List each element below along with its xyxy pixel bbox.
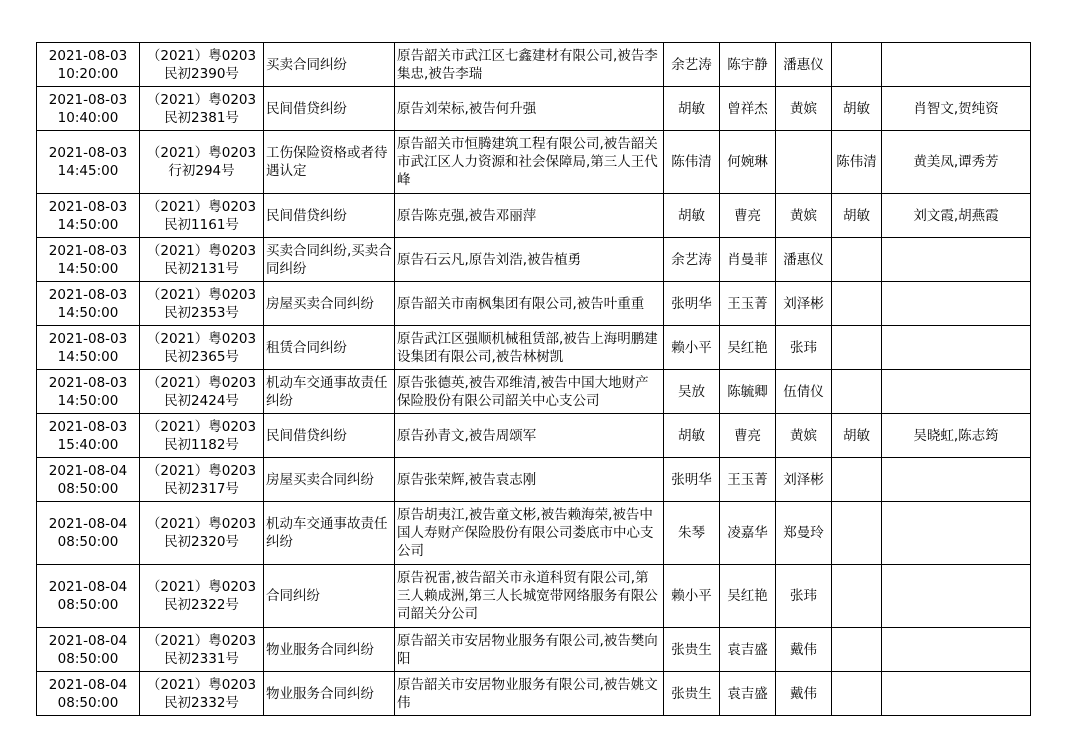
hearing-date: 2021-08-03 <box>48 198 128 215</box>
table-row <box>37 194 1031 238</box>
hearing-datetime-cell <box>37 87 140 131</box>
hearing-date: 2021-08-04 <box>48 676 128 693</box>
table-row <box>37 131 1031 194</box>
hearing-time: 14:50:00 <box>57 260 119 277</box>
case-cause-cell: 机动车交通事故责任纠纷 <box>264 502 395 565</box>
judge-cell: 余艺涛 <box>664 43 720 87</box>
case-number-cell <box>140 43 264 87</box>
clerk-cell: 曾祥杰 <box>720 87 776 131</box>
hearing-datetime-cell <box>37 414 140 458</box>
presiding-judge-cell <box>832 43 882 87</box>
case-cause-cell: 物业服务合同纠纷 <box>264 628 395 672</box>
assessors-cell <box>882 326 1031 370</box>
case-cause-cell: 租赁合同纠纷 <box>264 326 395 370</box>
presiding-judge-cell <box>832 628 882 672</box>
table-row <box>37 672 1031 716</box>
table-row <box>37 43 1031 87</box>
table-row <box>37 370 1031 414</box>
case-number-prefix: （2021）粤0203 <box>146 47 257 64</box>
hearing-date: 2021-08-03 <box>48 47 128 64</box>
member-cell: 黄嫔 <box>776 414 832 458</box>
case-number-suffix: 民初2365号 <box>164 348 239 365</box>
case-cause-cell: 民间借贷纠纷 <box>264 194 395 238</box>
clerk-cell: 袁吉盛 <box>720 628 776 672</box>
hearing-date: 2021-08-03 <box>48 374 128 391</box>
presiding-judge-cell <box>832 326 882 370</box>
member-cell: 张玮 <box>776 326 832 370</box>
parties-cell: 原告韶关市南枫集团有限公司,被告叶重重 <box>395 282 664 326</box>
table-row <box>37 282 1031 326</box>
parties-cell: 原告张德英,被告邓维清,被告中国大地财产保险股份有限公司韶关中心支公司 <box>395 370 664 414</box>
hearing-time: 08:50:00 <box>57 534 119 550</box>
hearing-datetime-cell <box>37 565 140 628</box>
parties-cell: 原告张荣辉,被告袁志刚 <box>395 458 664 502</box>
assessors-cell <box>882 628 1031 672</box>
clerk-cell: 吴红艳 <box>720 565 776 628</box>
judge-cell: 吴放 <box>664 370 720 414</box>
presiding-judge-cell <box>832 370 882 414</box>
case-number-cell <box>140 565 264 628</box>
hearing-time: 14:50:00 <box>57 216 119 233</box>
assessors-cell <box>882 502 1031 565</box>
presiding-judge-cell <box>832 565 882 628</box>
hearing-datetime-cell <box>37 326 140 370</box>
member-cell: 戴伟 <box>776 628 832 672</box>
case-number-prefix: （2021）粤0203 <box>146 91 257 108</box>
case-number-cell <box>140 238 264 282</box>
hearing-time: 14:50:00 <box>57 392 119 409</box>
case-number-cell <box>140 414 264 458</box>
hearing-time: 14:50:00 <box>57 304 119 321</box>
hearing-date: 2021-08-03 <box>48 286 128 303</box>
member-cell <box>776 131 832 194</box>
table-row <box>37 565 1031 628</box>
assessors-cell <box>882 672 1031 716</box>
hearing-date: 2021-08-04 <box>48 516 128 532</box>
case-number-suffix: 民初2331号 <box>164 650 239 667</box>
clerk-cell: 何婉琳 <box>720 131 776 194</box>
clerk-cell: 凌嘉华 <box>720 502 776 565</box>
assessors-cell: 黄美凤,谭秀芳 <box>882 131 1031 194</box>
member-cell: 郑曼玲 <box>776 502 832 565</box>
case-number-suffix: 民初2332号 <box>164 694 239 711</box>
case-cause-cell: 合同纠纷 <box>264 565 395 628</box>
hearing-time: 08:50:00 <box>57 597 119 613</box>
judge-cell: 余艺涛 <box>664 238 720 282</box>
hearing-schedule-table <box>36 42 1031 716</box>
assessors-cell: 吴晓虹,陈志筠 <box>882 414 1031 458</box>
case-cause-cell: 机动车交通事故责任纠纷 <box>264 370 395 414</box>
hearing-date: 2021-08-04 <box>48 579 128 595</box>
case-number-suffix: 民初1182号 <box>164 436 239 453</box>
presiding-judge-cell <box>832 238 882 282</box>
presiding-judge-cell: 胡敏 <box>832 194 882 238</box>
presiding-judge-cell <box>832 282 882 326</box>
assessors-cell <box>882 458 1031 502</box>
case-number-prefix: （2021）粤0203 <box>146 418 257 435</box>
case-number-suffix: 行初294号 <box>168 163 235 179</box>
case-number-suffix: 民初2131号 <box>164 260 239 277</box>
member-cell: 黄嫔 <box>776 87 832 131</box>
parties-cell: 原告刘荣标,被告何升强 <box>395 87 664 131</box>
case-number-prefix: （2021）粤0203 <box>146 198 257 215</box>
hearing-datetime-cell <box>37 458 140 502</box>
table-row <box>37 458 1031 502</box>
clerk-cell: 陈毓卿 <box>720 370 776 414</box>
case-number-cell <box>140 87 264 131</box>
case-cause-cell: 房屋买卖合同纠纷 <box>264 458 395 502</box>
clerk-cell: 王玉菁 <box>720 458 776 502</box>
case-number-prefix: （2021）粤0203 <box>146 632 257 649</box>
case-number-cell <box>140 502 264 565</box>
clerk-cell: 吴红艳 <box>720 326 776 370</box>
hearing-datetime-cell <box>37 370 140 414</box>
case-cause-cell: 买卖合同纠纷,买卖合同纠纷 <box>264 238 395 282</box>
judge-cell: 赖小平 <box>664 326 720 370</box>
member-cell: 伍倩仪 <box>776 370 832 414</box>
case-number-cell <box>140 326 264 370</box>
case-number-prefix: （2021）粤0203 <box>146 579 257 595</box>
assessors-cell <box>882 282 1031 326</box>
hearing-time: 10:40:00 <box>57 109 119 126</box>
case-number-prefix: （2021）粤0203 <box>146 462 257 479</box>
assessors-cell <box>882 565 1031 628</box>
table-row <box>37 326 1031 370</box>
case-number-prefix: （2021）粤0203 <box>146 242 257 259</box>
clerk-cell: 陈宇静 <box>720 43 776 87</box>
hearing-date: 2021-08-03 <box>48 91 128 108</box>
judge-cell: 胡敏 <box>664 414 720 458</box>
case-number-cell <box>140 194 264 238</box>
member-cell: 黄嫔 <box>776 194 832 238</box>
hearing-time: 10:20:00 <box>57 65 119 82</box>
case-number-suffix: 民初2322号 <box>164 597 239 613</box>
hearing-date: 2021-08-03 <box>48 242 128 259</box>
presiding-judge-cell: 胡敏 <box>832 87 882 131</box>
member-cell: 刘泽彬 <box>776 458 832 502</box>
assessors-cell: 肖智文,贺纯资 <box>882 87 1031 131</box>
presiding-judge-cell <box>832 502 882 565</box>
case-number-suffix: 民初2390号 <box>164 65 239 82</box>
member-cell: 潘惠仪 <box>776 43 832 87</box>
judge-cell: 张贵生 <box>664 628 720 672</box>
hearing-date: 2021-08-03 <box>48 418 128 435</box>
case-number-prefix: （2021）粤0203 <box>146 145 257 161</box>
case-number-prefix: （2021）粤0203 <box>146 676 257 693</box>
case-number-cell <box>140 672 264 716</box>
table-row <box>37 502 1031 565</box>
assessors-cell <box>882 370 1031 414</box>
case-number-prefix: （2021）粤0203 <box>146 286 257 303</box>
table-row <box>37 238 1031 282</box>
judge-cell: 胡敏 <box>664 87 720 131</box>
case-cause-cell: 民间借贷纠纷 <box>264 414 395 458</box>
assessors-cell <box>882 238 1031 282</box>
assessors-cell: 刘文霞,胡燕霞 <box>882 194 1031 238</box>
parties-cell: 原告韶关市恒腾建筑工程有限公司,被告韶关市武江区人力资源和社会保障局,第三人王代峰 <box>395 131 664 194</box>
parties-cell: 原告韶关市安居物业服务有限公司,被告姚文伟 <box>395 672 664 716</box>
presiding-judge-cell <box>832 672 882 716</box>
judge-cell: 张明华 <box>664 282 720 326</box>
member-cell: 戴伟 <box>776 672 832 716</box>
hearing-datetime-cell <box>37 282 140 326</box>
parties-cell: 原告韶关市武江区七鑫建材有限公司,被告李集忠,被告李瑞 <box>395 43 664 87</box>
presiding-judge-cell: 陈伟清 <box>832 131 882 194</box>
case-number-prefix: （2021）粤0203 <box>146 374 257 391</box>
clerk-cell: 肖曼菲 <box>720 238 776 282</box>
case-number-suffix: 民初2424号 <box>164 392 239 409</box>
hearing-datetime-cell <box>37 194 140 238</box>
hearing-time: 14:50:00 <box>57 348 119 365</box>
case-number-cell <box>140 282 264 326</box>
judge-cell: 张明华 <box>664 458 720 502</box>
parties-cell: 原告胡夷江,被告童文彬,被告赖海荣,被告中国人寿财产保险股份有限公司娄底市中心支公司 <box>395 502 664 565</box>
parties-cell: 原告祝雷,被告韶关市永道科贸有限公司,第三人赖成洲,第三人长城宽带网络服务有限公司韶关分公司 <box>395 565 664 628</box>
case-cause-cell: 工伤保险资格或者待遇认定 <box>264 131 395 194</box>
hearing-time: 08:50:00 <box>57 694 119 711</box>
table-row <box>37 87 1031 131</box>
assessors-cell <box>882 43 1031 87</box>
parties-cell: 原告石云凡,原告刘浩,被告植勇 <box>395 238 664 282</box>
hearing-datetime-cell <box>37 131 140 194</box>
presiding-judge-cell: 胡敏 <box>832 414 882 458</box>
hearing-date: 2021-08-04 <box>48 632 128 649</box>
hearing-datetime-cell <box>37 43 140 87</box>
parties-cell: 原告武江区强顺机械租赁部,被告上海明鹏建设集团有限公司,被告林树凯 <box>395 326 664 370</box>
parties-cell: 原告陈克强,被告邓丽萍 <box>395 194 664 238</box>
hearing-time: 14:45:00 <box>57 163 119 179</box>
hearing-date: 2021-08-04 <box>48 462 128 479</box>
hearing-time: 08:50:00 <box>57 480 119 497</box>
case-number-cell <box>140 131 264 194</box>
case-number-suffix: 民初2317号 <box>164 480 239 497</box>
hearing-time: 15:40:00 <box>57 436 119 453</box>
hearing-date: 2021-08-03 <box>48 330 128 347</box>
clerk-cell: 曹亮 <box>720 414 776 458</box>
presiding-judge-cell <box>832 458 882 502</box>
parties-cell: 原告韶关市安居物业服务有限公司,被告樊向阳 <box>395 628 664 672</box>
hearing-datetime-cell <box>37 502 140 565</box>
judge-cell: 胡敏 <box>664 194 720 238</box>
case-cause-cell: 买卖合同纠纷 <box>264 43 395 87</box>
hearing-datetime-cell <box>37 238 140 282</box>
case-cause-cell: 房屋买卖合同纠纷 <box>264 282 395 326</box>
case-cause-cell: 物业服务合同纠纷 <box>264 672 395 716</box>
case-number-suffix: 民初2353号 <box>164 304 239 321</box>
case-number-suffix: 民初2320号 <box>164 534 239 550</box>
hearing-datetime-cell <box>37 672 140 716</box>
member-cell: 张玮 <box>776 565 832 628</box>
table-row <box>37 628 1031 672</box>
member-cell: 刘泽彬 <box>776 282 832 326</box>
hearing-date: 2021-08-03 <box>48 145 128 161</box>
table-body <box>37 43 1031 716</box>
judge-cell: 陈伟清 <box>664 131 720 194</box>
case-number-prefix: （2021）粤0203 <box>146 330 257 347</box>
case-number-cell <box>140 628 264 672</box>
hearing-time: 08:50:00 <box>57 650 119 667</box>
hearing-datetime-cell <box>37 628 140 672</box>
case-number-prefix: （2021）粤0203 <box>146 516 257 532</box>
clerk-cell: 袁吉盛 <box>720 672 776 716</box>
judge-cell: 张贵生 <box>664 672 720 716</box>
case-number-cell <box>140 370 264 414</box>
case-number-suffix: 民初2381号 <box>164 109 239 126</box>
case-cause-cell: 民间借贷纠纷 <box>264 87 395 131</box>
judge-cell: 朱琴 <box>664 502 720 565</box>
judge-cell: 赖小平 <box>664 565 720 628</box>
parties-cell: 原告孙青文,被告周颂军 <box>395 414 664 458</box>
table-row <box>37 414 1031 458</box>
member-cell: 潘惠仪 <box>776 238 832 282</box>
case-number-suffix: 民初1161号 <box>164 216 239 233</box>
clerk-cell: 王玉菁 <box>720 282 776 326</box>
case-number-cell <box>140 458 264 502</box>
clerk-cell: 曹亮 <box>720 194 776 238</box>
